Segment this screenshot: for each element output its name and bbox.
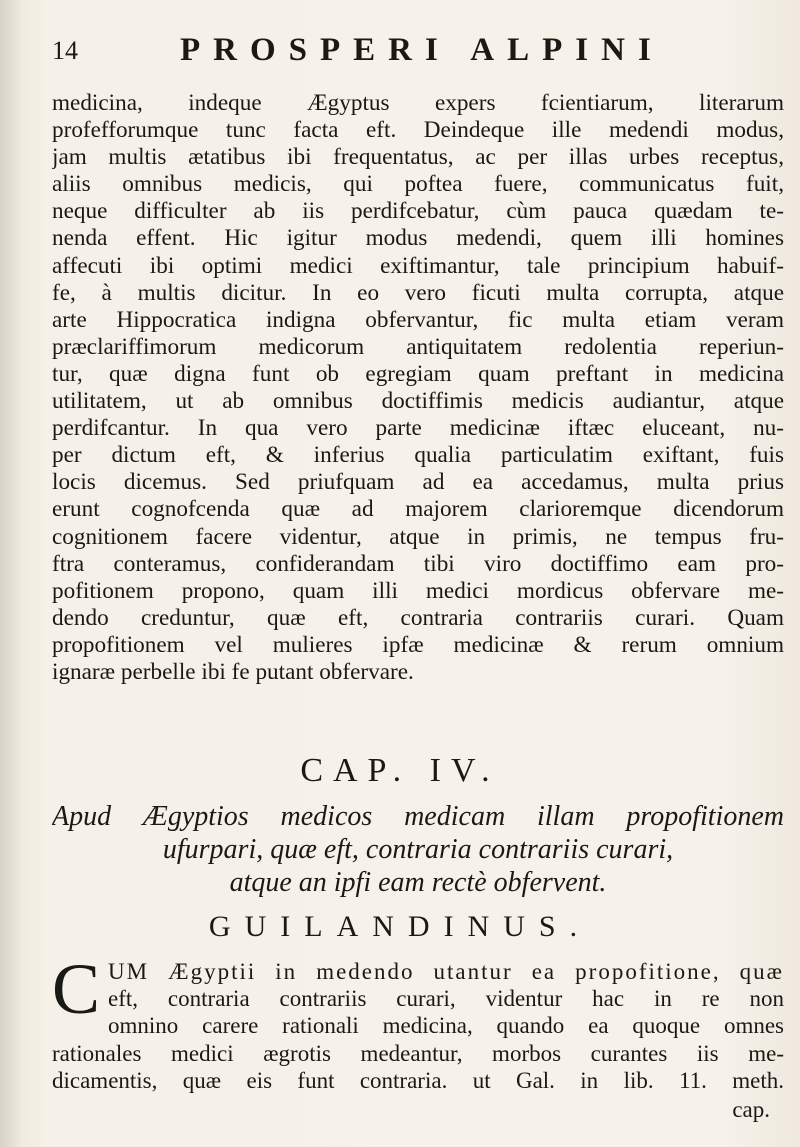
text-line: cognitionem facere videntur, atque in primis, ne tempus fru-	[52, 523, 784, 550]
text-line: locis dicemus. Sed priufquam ad ea accedamus, multa prius	[52, 469, 784, 496]
text-line: neque difficulter ab iis perdifcebatur, cùm pauca quædam te-	[52, 198, 784, 225]
text-line: rationales medici ægrotis medeantur, morbos curantes iis me-	[52, 1040, 784, 1066]
final-paragraph	[52, 949, 784, 1094]
text-line: medicina, indeque Ægyptus expers fcientiarum, literarum	[52, 90, 784, 116]
text-line: profefforumque tunc facta eft. Deindeque ille medendi modus,	[52, 117, 784, 144]
text-line: omnino carere rationali medicina, quando ea quoque omnes	[108, 1013, 784, 1039]
text-line: ignaræ perbelle ibi fe putant obfervare.	[52, 658, 414, 685]
page-number: 14	[52, 36, 78, 65]
text-line: aliis omnibus medicis, qui poftea fuere, communicatus fuit,	[52, 171, 784, 198]
text-line: affecuti ibi optimi medici exiftimantur, tale principium habuif-	[52, 252, 784, 279]
text-line: fe, à multis dicitur. In eo vero ficuti multa corrupta, atque	[52, 279, 784, 306]
text-line: perdifcantur. In qua vero parte medicinæ iftæc eluceant, nu-	[52, 415, 784, 442]
author-name: GUILANDINUS.	[208, 910, 592, 943]
text-line: nenda effent. Hic igitur modus medendi, quem illi homines	[52, 225, 784, 252]
drop-cap: C	[52, 949, 101, 1029]
text-line: præclariffimorum medicorum antiquitatem redolentia reperiun-	[52, 333, 784, 360]
text-line: utilitatem, ut ab omnibus doctiffimis medicis audiantur, atque	[52, 388, 784, 415]
text-line: UM Ægyptii in medendo utantur ea propofitione, quæ	[108, 959, 784, 984]
text-line: dendo creduntur, quæ eft, contraria contrariis curari. Quam	[52, 604, 784, 631]
page-header	[52, 28, 792, 84]
text-line: pofitionem propono, quam illi medici mordicus obfervare me-	[52, 577, 784, 604]
main-paragraph	[52, 90, 784, 686]
text-line: dicamentis, quæ eis funt contraria. ut Gal. in lib. 11. meth.	[52, 1067, 784, 1093]
text-line: propofitionem vel mulieres ipfæ medicinæ & rerum omnium	[52, 631, 784, 658]
chapter-title-line: atque an ipfi eam rectè obfervent.	[229, 867, 607, 898]
chapter-title-line: ufurpari, quæ eft, contraria contrariis curari,	[162, 834, 674, 865]
chapter-heading: CAP. IV.	[300, 752, 500, 789]
text-line: ftra conteramus, confiderandam tibi viro doctiffimo eam pro-	[52, 550, 784, 577]
text-line: tur, quæ digna funt ob egregiam quam preftant in medicina	[52, 360, 784, 387]
text-line: arte Hippocratica indigna obfervantur, fic multa etiam veram	[52, 306, 784, 333]
text-line: erunt cognofcenda quæ ad majorem clarioremque dicendorum	[52, 496, 784, 523]
catchword: cap.	[732, 1097, 770, 1122]
chapter-title	[52, 800, 784, 899]
text-line: jam multis ætatibus ibi frequentatus, ac per illas urbes receptus,	[52, 144, 784, 171]
chapter-title-line: Apud Ægyptios medicos medicam illam propofitionem	[52, 801, 784, 832]
running-title: PROSPERI ALPINI	[180, 32, 664, 68]
text-line: eft, contraria contrariis curari, videntur hac in re non	[108, 986, 784, 1012]
gutter-shadow	[0, 0, 22, 1147]
text-line: per dictum eft, & inferius qualia particulatim exiftant, fuis	[52, 442, 784, 469]
